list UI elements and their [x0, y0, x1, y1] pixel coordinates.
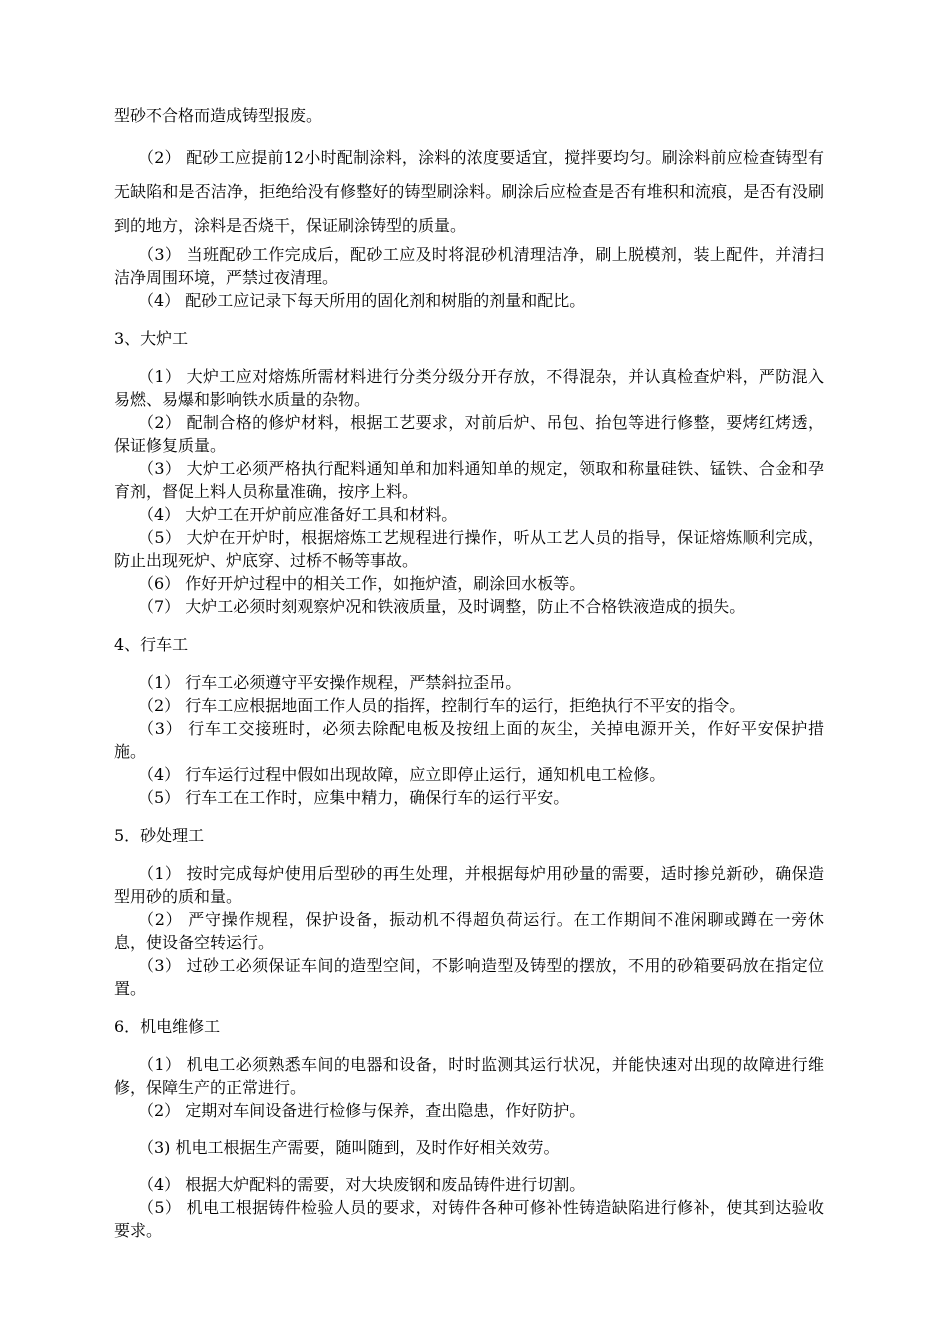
intro-line: 型砂不合格而造成铸型报废。 — [114, 106, 323, 125]
furnace-item-6: （6） 作好开炉过程中的相关工作，如拖炉渣，刷涂回水板等。 — [138, 574, 586, 593]
sandproc-item-1: （1） 按时完成每炉使用后型砂的再生处理，并根据每炉用砂量的需要，适时掺兑新砂，确保造型用砂的质和量。 — [114, 864, 824, 906]
furnace-item-5: （5） 大炉在开炉时，根据熔炼工艺规程进行操作，听从工艺人员的指导，保证熔炼顺利完成，防止出现死炉、炉底穿、过桥不畅等事故。 — [114, 528, 824, 570]
crane-item-5: （5） 行车工在工作时，应集中精力，确保行车的运行平安。 — [138, 788, 570, 807]
furnace-item-7: （7） 大炉工必须时刻观察炉况和铁液质量，及时调整，防止不合格铁液造成的损失。 — [138, 597, 746, 616]
section-heading-sand-processing: 5．砂处理工 — [114, 826, 205, 845]
maint-item-2: （2） 定期对车间设备进行检修与保养，查出隐患，作好防护。 — [138, 1101, 586, 1120]
sand-item-2: （2） 配砂工应提前12小时配制涂料，涂料的浓度要适宜，搅拌要均匀。刷涂料前应检查铸型有无缺陷和是否洁净，拒绝给没有修整好的铸型刷涂料。刷涂后应检查是否有堆积和流痕，是否有没刷到的地方，涂料是否烧干，保证刷涂铸型的质量。 — [114, 148, 824, 235]
maint-item-3: （3) 机电工根据生产需要，随叫随到，及时作好相关效劳。 — [138, 1138, 560, 1157]
section-heading-furnace: 3、大炉工 — [114, 329, 189, 348]
crane-item-4: （4） 行车运行过程中假如出现故障，应立即停止运行，通知机电工检修。 — [138, 765, 666, 784]
crane-item-1: （1） 行车工必须遵守平安操作规程，严禁斜拉歪吊。 — [138, 673, 522, 692]
furnace-item-1: （1） 大炉工应对熔炼所需材料进行分类分级分开存放，不得混杂，并认真检查炉料，严防混入易燃、易爆和影响铁水质量的杂物。 — [114, 367, 824, 409]
furnace-item-3: （3） 大炉工必须严格执行配料通知单和加料通知单的规定，领取和称量硅铁、锰铁、合金和孕育剂，督促上料人员称量准确，按序上料。 — [114, 459, 824, 501]
section-heading-maintenance: 6．机电维修工 — [114, 1017, 221, 1036]
maint-item-5: （5） 机电工根据铸件检验人员的要求，对铸件各种可修补性铸造缺陷进行修补，使其到达验收要求。 — [114, 1198, 824, 1240]
sandproc-item-2: （2） 严守操作规程，保护设备，振动机不得超负荷运行。在工作期间不准闲聊或蹲在一旁休息，使设备空转运行。 — [114, 910, 824, 952]
sand-item-4: （4） 配砂工应记录下每天所用的固化剂和树脂的剂量和配比。 — [138, 291, 586, 310]
furnace-item-4: （4） 大炉工在开炉前应准备好工具和材料。 — [138, 505, 458, 524]
crane-item-3: （3） 行车工交接班时，必须去除配电板及按纽上面的灰尘，关掉电源开关，作好平安保护措施。 — [114, 719, 824, 761]
sand-item-3: （3） 当班配砂工作完成后，配砂工应及时将混砂机清理洁净，刷上脱模剂，装上配件，并清扫洁净周围环境，严禁过夜清理。 — [114, 245, 824, 287]
sandproc-item-3: （3） 过砂工必须保证车间的造型空间，不影响造型及铸型的摆放，不用的砂箱要码放在指定位置。 — [114, 956, 824, 998]
section-heading-crane: 4、行车工 — [114, 635, 189, 654]
crane-item-2: （2） 行车工应根据地面工作人员的指挥，控制行车的运行，拒绝执行不平安的指令。 — [138, 696, 746, 715]
maint-item-1: （1） 机电工必须熟悉车间的电器和设备，时时监测其运行状况，并能快速对出现的故障进行维修，保障生产的正常进行。 — [114, 1055, 824, 1097]
maint-item-4: （4） 根据大炉配料的需要，对大块废钢和废品铸件进行切割。 — [138, 1175, 586, 1194]
document-body — [114, 104, 824, 1242]
furnace-item-2: （2） 配制合格的修炉材料，根据工艺要求，对前后炉、吊包、抬包等进行修整，要烤红烤透，保证修复质量。 — [114, 413, 824, 455]
